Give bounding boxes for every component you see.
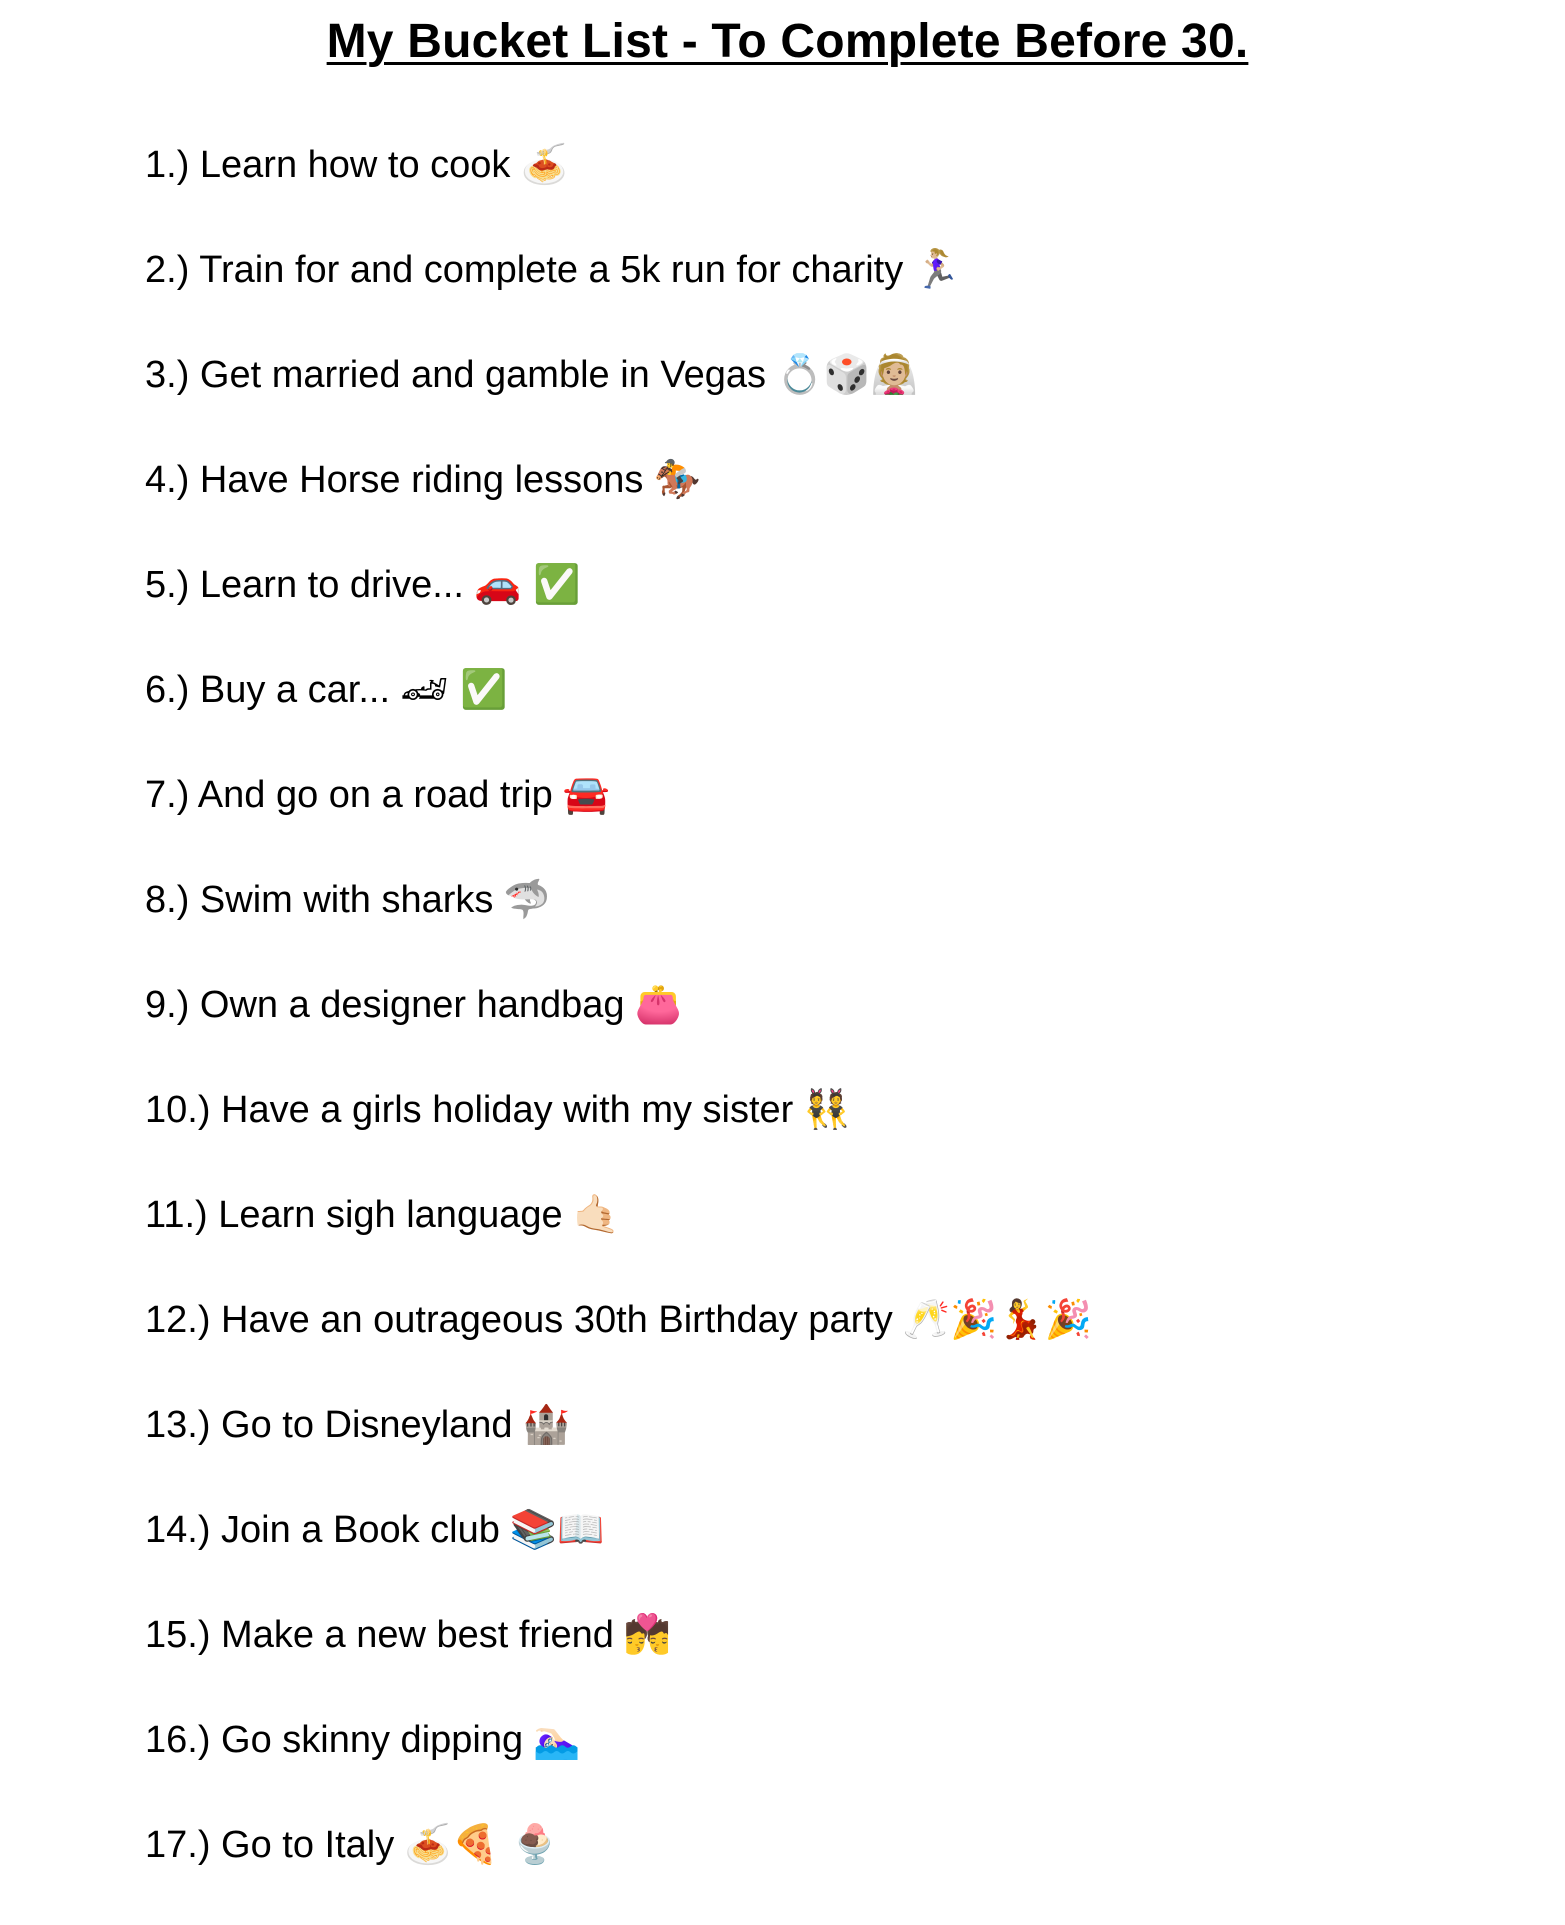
list-item-text: 14.) Join a Book club: [145, 1509, 500, 1551]
list-item-text: 8.) Swim with sharks: [145, 879, 494, 921]
party-icons: 🥂🎉💃🎉: [902, 1297, 1093, 1341]
bucket-list: [145, 140, 1092, 1925]
list-item-text: 4.) Have Horse riding lessons: [145, 459, 644, 501]
car-checkmark-icons: 🚗 ✅: [473, 562, 581, 606]
runner-icon: 🏃🏼‍♀️: [913, 247, 961, 291]
list-item: [145, 1505, 1092, 1610]
oncoming-car-icon: 🚘: [562, 772, 611, 816]
page-title: My Bucket List - To Complete Before 30.: [326, 15, 1249, 68]
list-item: [145, 1400, 1092, 1505]
list-item: [145, 1085, 1092, 1190]
ring-dice-bride-icons: 💍🎲👰🏼: [776, 352, 918, 396]
shark-icon: 🦈: [503, 877, 551, 921]
list-item-text: 12.) Have an outrageous 30th Birthday party: [145, 1299, 893, 1341]
list-item-text: 11.) Learn sigh language: [145, 1194, 563, 1236]
list-item-text: 1.) Learn how to cook: [145, 144, 511, 186]
list-item: [145, 665, 1092, 770]
list-item: [145, 245, 1092, 350]
racecar-checkmark-icons: 🏎 ✅: [400, 667, 508, 711]
spaghetti-icon: 🍝: [520, 142, 568, 186]
castle-icon: 🏰: [522, 1402, 570, 1446]
list-item-text: 9.) Own a designer handbag: [145, 984, 625, 1026]
dancing-women-icon: 👯: [803, 1087, 851, 1131]
list-item: [145, 770, 1092, 875]
books-icons: 📚📖: [509, 1507, 605, 1551]
list-item: [145, 140, 1092, 245]
list-item: [145, 1610, 1092, 1715]
list-item: [145, 1295, 1092, 1400]
list-item: [145, 980, 1092, 1085]
list-item: [145, 1715, 1092, 1820]
list-item-text: 16.) Go skinny dipping: [145, 1719, 524, 1761]
list-item-text: 7.) And go on a road trip: [145, 774, 553, 816]
list-item: [145, 560, 1092, 665]
list-item: [145, 350, 1092, 455]
italy-food-icons: 🍝🍕 🍨: [404, 1822, 559, 1866]
list-item-text: 6.) Buy a car...: [145, 669, 390, 711]
call-me-hand-icon: 🤙🏻: [572, 1192, 620, 1236]
list-item-text: 17.) Go to Italy: [145, 1824, 395, 1866]
list-item-text: 10.) Have a girls holiday with my sister: [145, 1089, 794, 1131]
list-item-text: 2.) Train for and complete a 5k run for charity: [145, 249, 904, 291]
list-item-text: 5.) Learn to drive...: [145, 564, 464, 606]
swimmer-icon: 🏊🏻‍♀️: [533, 1717, 581, 1761]
list-item-text: 13.) Go to Disneyland: [145, 1404, 513, 1446]
list-item: [145, 1190, 1092, 1295]
list-item: [145, 455, 1092, 560]
kiss-icon: 💏: [623, 1612, 672, 1656]
list-item: [145, 875, 1092, 980]
horse-racing-icon: 🏇: [653, 457, 701, 501]
purse-icon: 👛: [634, 982, 682, 1026]
list-item-text: 3.) Get married and gamble in Vegas: [145, 354, 767, 396]
list-item-text: 15.) Make a new best friend: [145, 1614, 614, 1656]
